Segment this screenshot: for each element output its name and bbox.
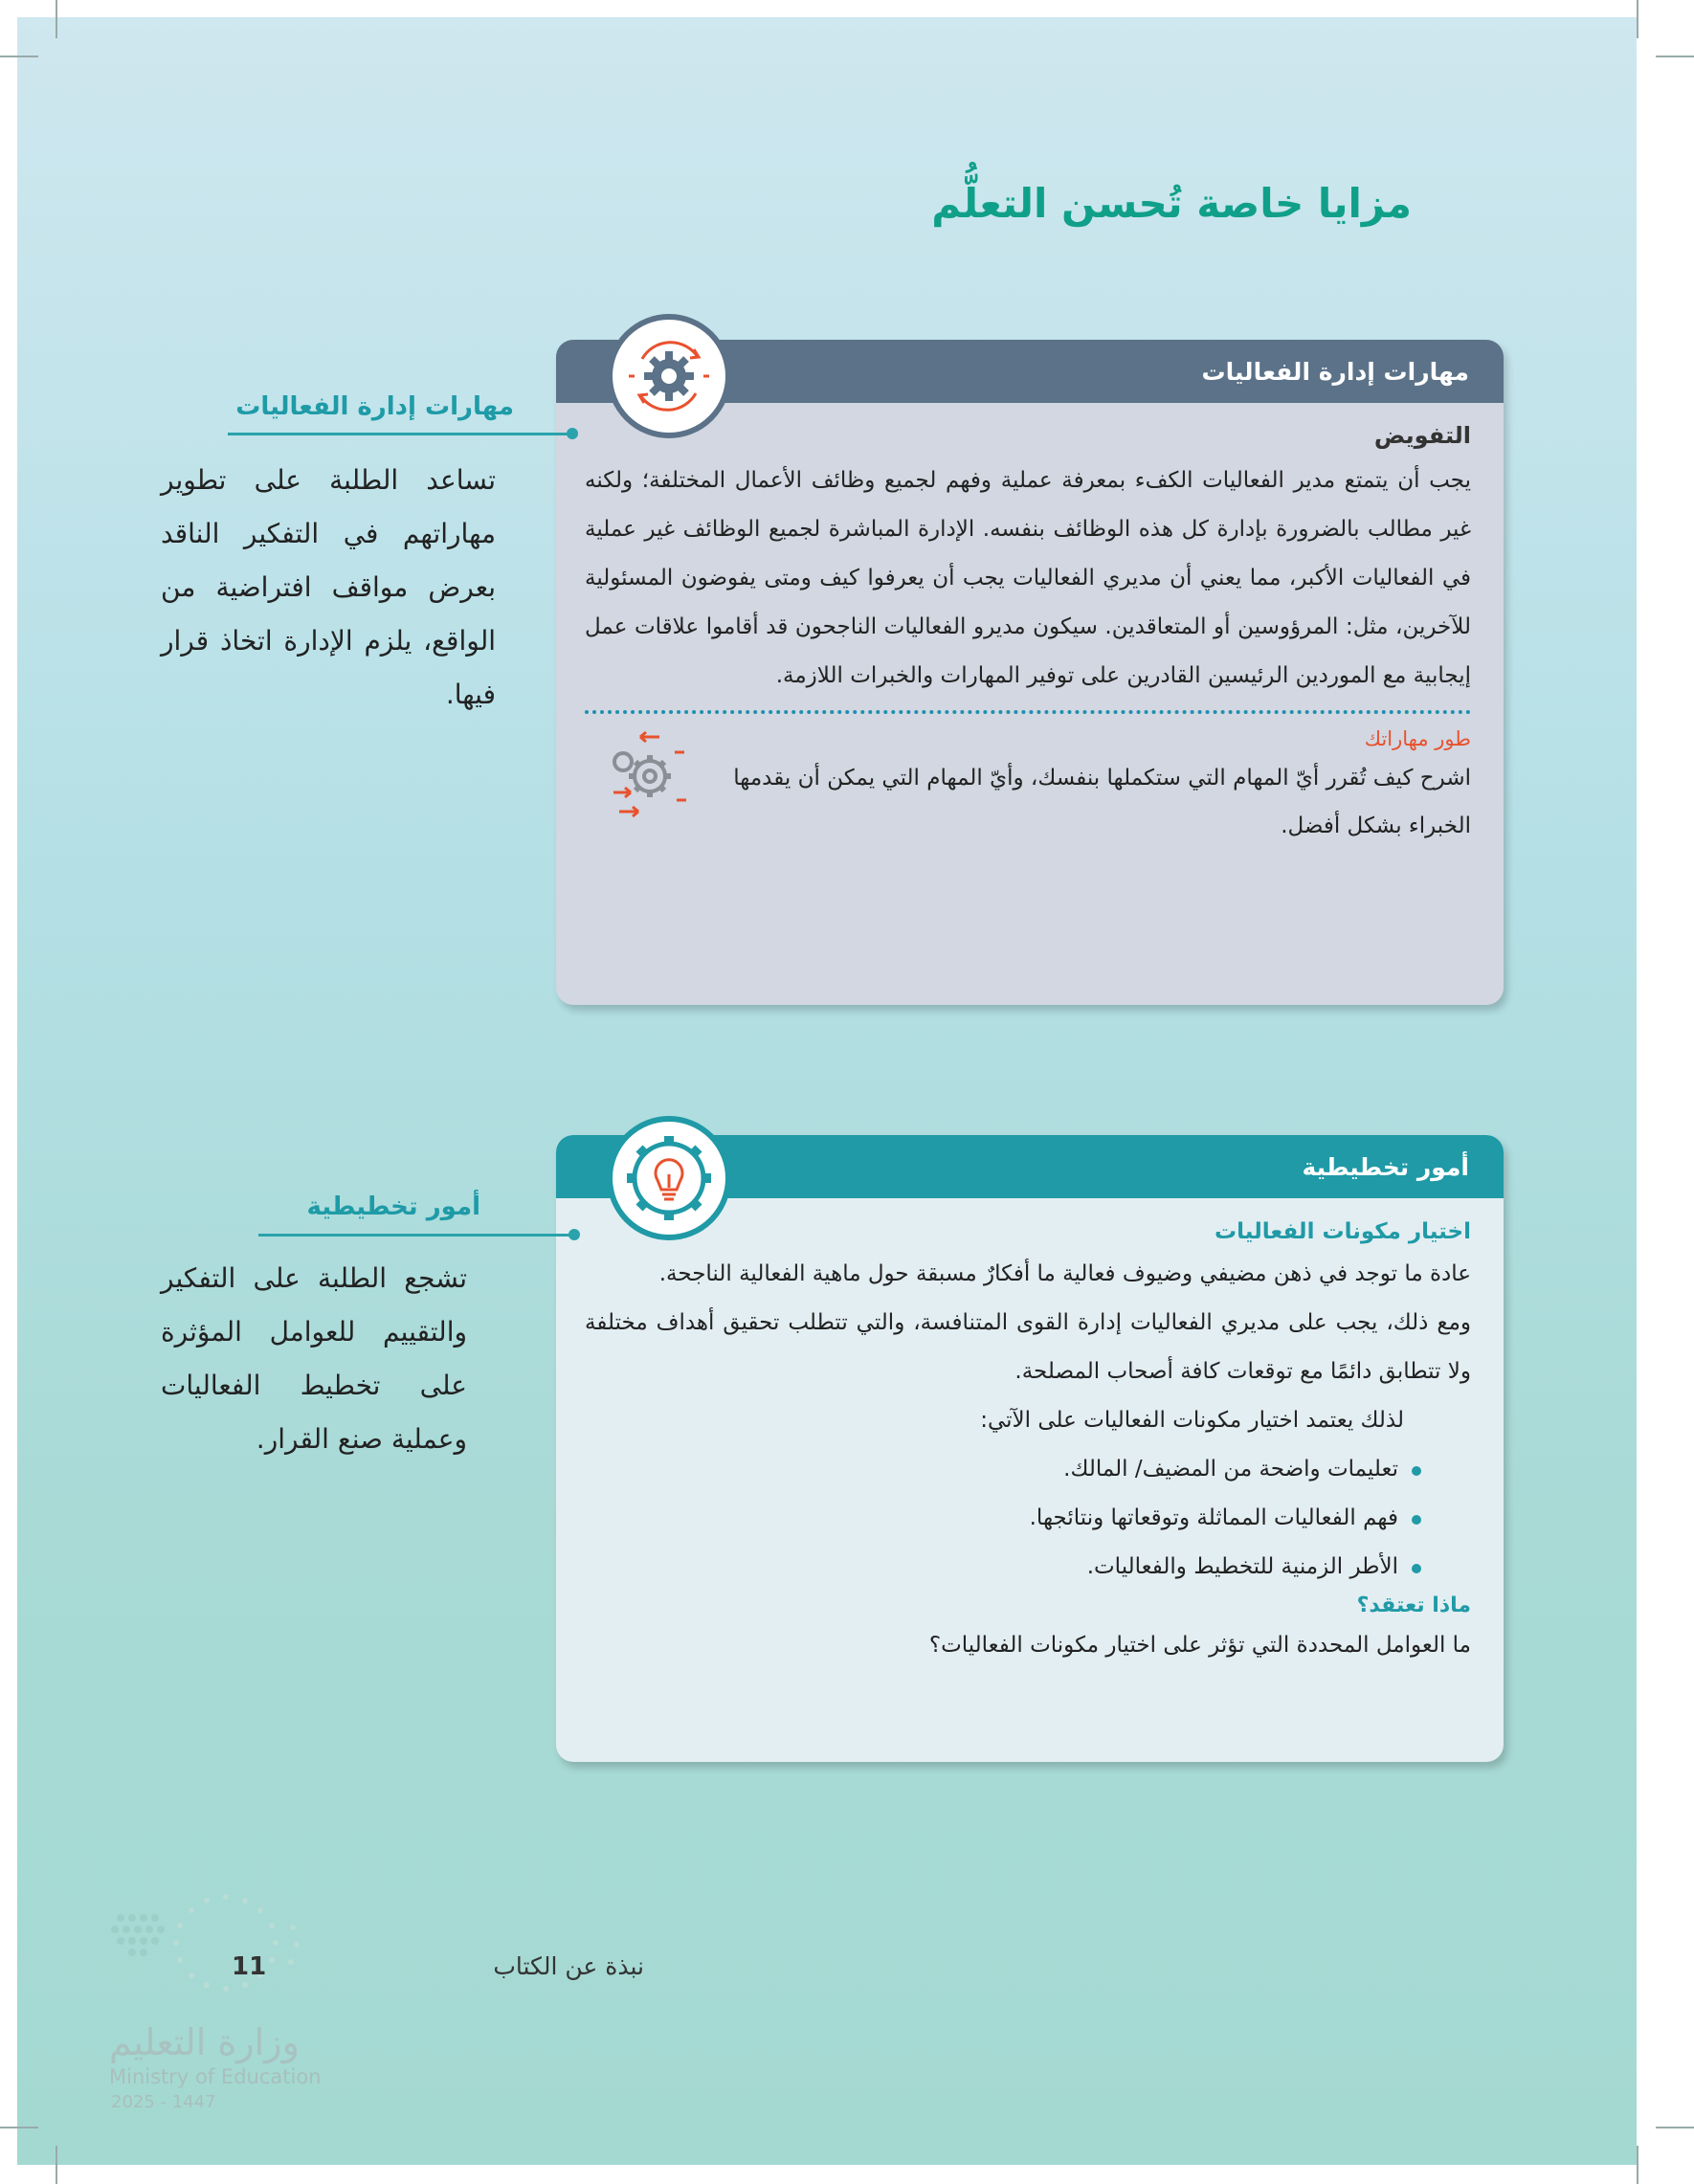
crop-mark [1637,0,1638,38]
page [17,17,1637,2165]
side-note-1-leader [228,433,572,435]
side-note-2-text: تشجع الطلبة على التفكير والتقييم للعوامل المؤثرة على تخطيط الفعاليات وعملية صنع القرار. [161,1262,467,1455]
gear-cycle-icon [623,330,715,422]
list-item: الأطر الزمنية للتخطيط والفعاليات. [585,1543,1433,1592]
components-paragraph-3: لذلك يعتمد اختيار مكونات الفعاليات على الآتي: [980,1408,1404,1433]
card2-medallion [607,1116,731,1240]
crop-mark [56,0,57,38]
crop-mark [0,56,38,57]
crop-mark [0,2127,38,2128]
card1-medallion [607,314,731,438]
develop-skills-box [585,724,1471,850]
develop-skills-text: اشرح كيف تُقرر أيّ المهام التي ستكملها بنفسك، وأيّ المهام التي يمكن أن يقدمها الخبراء بشكل أفضل. [733,766,1471,838]
side-note-1-title: مهارات إدارة الفعاليات [235,392,514,421]
footer-book-label: نبذة عن الكتاب [493,1952,644,1980]
list-item: تعليمات واضحة من المضيف/ المالك. [585,1445,1433,1494]
side-note-1-leader-dot [567,428,578,439]
what-do-you-think-text: ما العوامل المحددة التي تؤثر على اختيار مكونات الفعاليات؟ [928,1633,1471,1658]
card-body [556,1219,1504,1670]
components-paragraph-1: عادة ما توجد في ذهن مضيفي وضيوف فعالية ما أفكارٌ مسبقة حول ماهية الفعالية الناجحة. [658,1261,1471,1286]
side-note-2-leader-dot [568,1229,580,1240]
crop-mark [56,2146,57,2184]
lightbulb-gear-icon [621,1130,717,1226]
components-list [585,1445,1471,1592]
components-subheading: اختيار مكونات الفعاليات [1214,1219,1471,1244]
card-body [556,422,1504,850]
develop-skills-title: طور مهاراتك [1364,727,1471,750]
card-heading: مهارات إدارة الفعاليات [1201,357,1469,386]
crop-mark [1656,56,1694,57]
ministry-name-english: Ministry of Education [109,2065,322,2088]
ministry-logo-icon [92,1889,322,2014]
page-number: 11 [232,1952,267,1981]
what-do-you-think-title: ماذا تعتقد؟ [1356,1593,1471,1617]
dotted-divider [585,710,1471,714]
side-note-2-title: أمور تخطيطية [306,1192,480,1221]
delegation-paragraph: يجب أن يتمتع مدير الفعاليات الكفء بمعرفة عملية وفهم لجميع وظائف الأعمال المختلفة؛ ولكنه غير مطالب بالضرورة بإدارة كل هذه الوظائف بنفسه. الإدارة المباشرة لجميع الوظائف غير عملية في الفعاليات الأكبر، مما يعني أن مديري الفعاليات يجب أن يعرفوا كيف ومتى يفوضون المسئولية للآخرين، مثل: المرؤوسين أو المتعاقدين. سيكون مديرو الفعاليات الناجحون قد أقاموا علاقات عمل إيجابية مع الموردين الرئيسين القادرين على توفير المهارات والخبرات اللازمة. [585,468,1471,688]
ministry-year: 2025 - 1447 [111,2092,216,2112]
page-title: مزايا خاصة تُحسن التعلُّم [931,180,1412,227]
components-paragraph-2: ومع ذلك، يجب على مديري الفعاليات إدارة القوى المتنافسة، والتي تتطلب تحقيق أهداف مختلفة ولا تتطابق دائمًا مع توقعات كافة أصحاب المصلحة. [585,1310,1471,1384]
crop-mark [1637,2146,1638,2184]
gears-arrows-icon [592,724,698,829]
ministry-name-arabic: وزارة التعليم [109,2021,300,2063]
list-item: فهم الفعاليات المماثلة وتوقعاتها ونتائجها. [585,1494,1433,1543]
card-event-management-skills [556,340,1504,1005]
delegation-subheading: التفويض [1373,422,1471,449]
card-heading: أمور تخطيطية [1302,1152,1469,1181]
crop-mark [1656,2127,1694,2128]
side-note-2-leader [258,1234,574,1237]
side-note-1-text: تساعد الطلبة على تطوير مهاراتهم في التفكير الناقد بعرض مواقف افتراضية من الواقع، يلزم الإدارة اتخاذ قرار فيها. [161,464,496,710]
